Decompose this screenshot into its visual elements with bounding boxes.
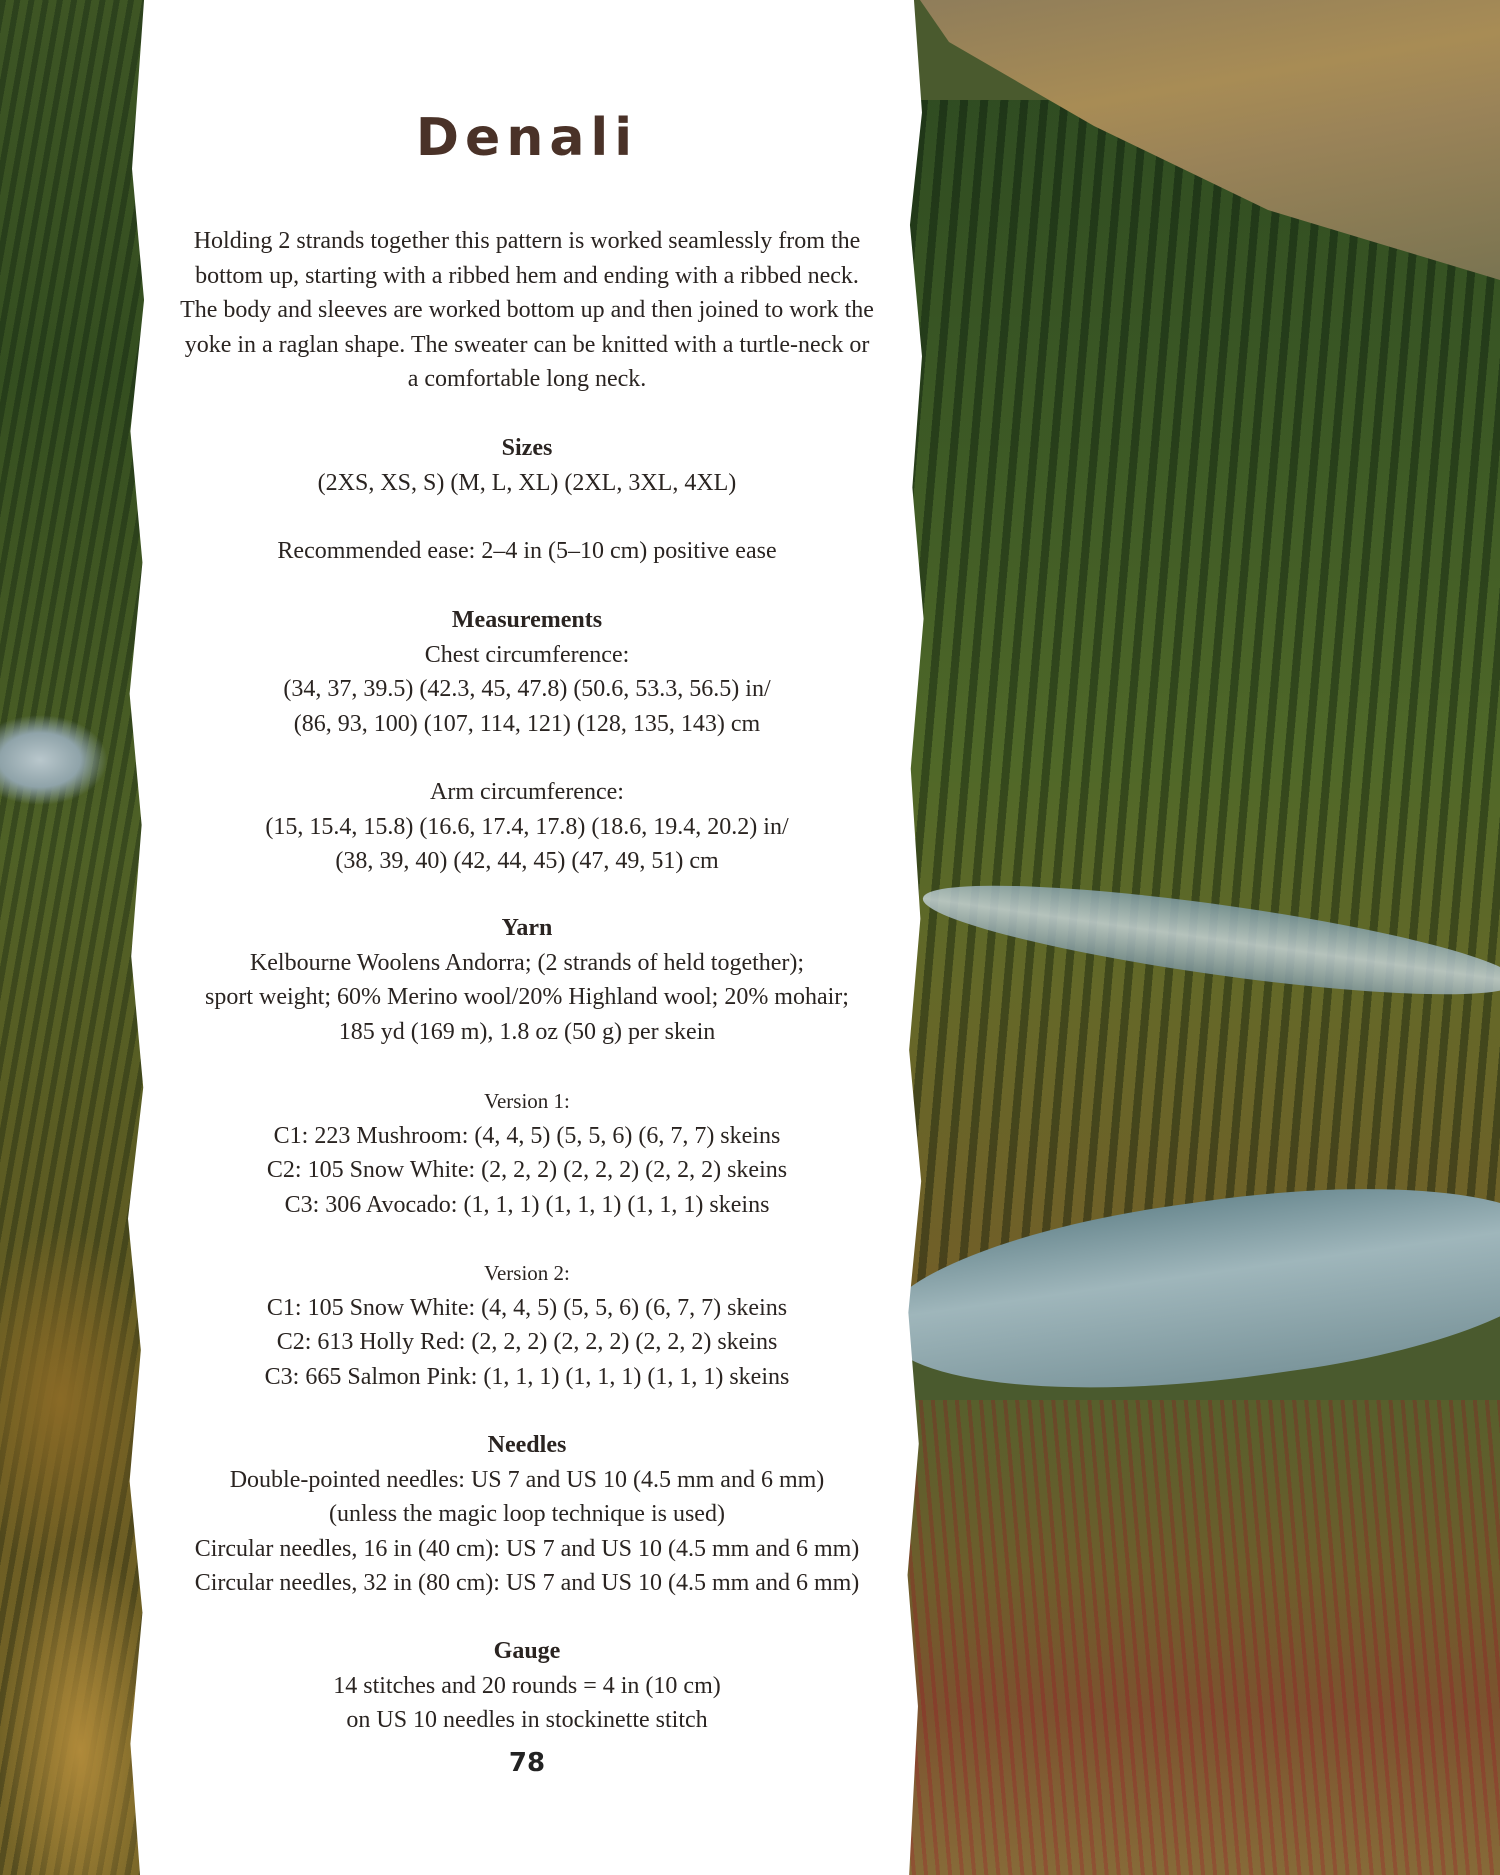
needles-section xyxy=(160,1428,894,1601)
yarn-line-3: 185 yd (169 m), 1.8 oz (50 g) per skein xyxy=(338,1018,716,1045)
needles-line-4: Circular needles, 32 in (80 cm): US 7 and US 10 (4.5 mm and 6 mm) xyxy=(194,1570,860,1597)
arm-label: Arm circumference: xyxy=(430,779,624,805)
gauge-heading: Gauge xyxy=(493,1638,561,1664)
chest-cm: (86, 93, 100) (107, 114, 121) (128, 135, 143) cm xyxy=(293,710,761,737)
needles-line-3: Circular needles, 16 in (40 cm): US 7 and US 10 (4.5 mm and 6 mm) xyxy=(194,1535,860,1562)
version-1-label: Version 1: xyxy=(484,1089,570,1113)
yarn-section xyxy=(160,911,894,1049)
version-2-c3: C3: 665 Salmon Pink: (1, 1, 1) (1, 1, 1) (1, 1, 1) skeins xyxy=(264,1363,790,1390)
forest-photo-right xyxy=(900,100,1500,1300)
gauge-line-2: on US 10 needles in stockinette stitch xyxy=(346,1707,708,1734)
pattern-intro: Holding 2 strands together this pattern is worked seamlessly from the bottom up, starting with a ribbed hem and ending with a ribbed neck. The body and sleeves are worked bottom up and then joined to work the yoke in a raglan shape. The sweater can be knitted with a turtle-neck or a comfortable long neck. xyxy=(180,228,874,393)
yarn-line-2: sport weight; 60% Merino wool/20% Highland wool; 20% mohair; xyxy=(205,984,849,1011)
gauge-section xyxy=(160,1634,894,1738)
needles-heading: Needles xyxy=(487,1432,567,1458)
chest-inches: (34, 37, 39.5) (42.3, 45, 47.8) (50.6, 53.3, 56.5) in/ xyxy=(283,676,771,703)
version-1-c2: C2: 105 Snow White: (2, 2, 2) (2, 2, 2) (2, 2, 2) skeins xyxy=(266,1157,788,1184)
version-2-label: Version 2: xyxy=(484,1261,570,1285)
recommended-ease: Recommended ease: 2–4 in (5–10 cm) positive ease xyxy=(277,538,777,564)
version-1-c1: C1: 223 Mushroom: (4, 4, 5) (5, 5, 6) (6, 7, 7) skeins xyxy=(273,1122,781,1149)
version-1-c3: C3: 306 Avocado: (1, 1, 1) (1, 1, 1) (1, 1, 1) skeins xyxy=(284,1191,770,1218)
sizes-heading: Sizes xyxy=(501,435,553,461)
arm-section xyxy=(160,775,894,879)
yarn-line-1: Kelbourne Woolens Andorra; (2 strands of held together); xyxy=(249,949,805,976)
page-number: 78 xyxy=(508,1748,546,1778)
needles-line-2: (unless the magic loop technique is used) xyxy=(329,1501,725,1528)
gauge-line-1: 14 stitches and 20 rounds = 4 in (10 cm) xyxy=(333,1672,721,1699)
measurements-heading: Measurements xyxy=(451,607,603,633)
version-1-section xyxy=(160,1084,894,1222)
pattern-title: Denali xyxy=(415,108,639,168)
pattern-page-content xyxy=(160,0,894,1875)
arm-cm: (38, 39, 40) (42, 44, 45) (47, 49, 51) cm xyxy=(335,848,719,875)
yarn-heading: Yarn xyxy=(501,915,553,941)
ease-section xyxy=(160,534,894,569)
version-2-section xyxy=(160,1256,894,1394)
chest-label: Chest circumference: xyxy=(424,641,630,668)
sizes-list: (2XS, XS, S) (M, L, XL) (2XL, 3XL, 4XL) xyxy=(317,469,737,496)
arm-inches: (15, 15.4, 15.8) (16.6, 17.4, 17.8) (18.6, 19.4, 20.2) in/ xyxy=(265,813,789,840)
version-2-c2: C2: 613 Holly Red: (2, 2, 2) (2, 2, 2) (2, 2, 2) skeins xyxy=(276,1329,778,1356)
sizes-section xyxy=(160,431,894,500)
version-2-c1: C1: 105 Snow White: (4, 4, 5) (5, 5, 6) (6, 7, 7) skeins xyxy=(266,1294,788,1321)
measurements-section xyxy=(160,603,894,741)
needles-line-1: Double-pointed needles: US 7 and US 10 (4.5 mm and 6 mm) xyxy=(229,1466,825,1493)
autumn-meadow xyxy=(900,1400,1500,1875)
